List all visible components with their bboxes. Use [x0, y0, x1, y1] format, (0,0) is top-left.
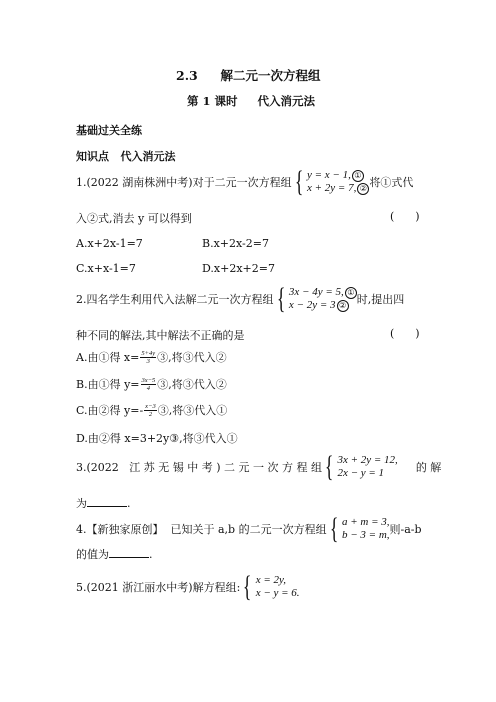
q4-eq2: b − 3 = m,	[341, 529, 390, 541]
q4-suffix: 则-a-b	[389, 523, 422, 536]
q3-line2-end: .	[127, 497, 131, 510]
q1-equation-system	[292, 165, 370, 198]
q2-prefix: 2.四名学生利用代入法解二元一次方程组	[76, 293, 274, 306]
q1-line2: 入②式,消去 y 可以得到	[76, 212, 192, 225]
q2-option-b-denominator: 4	[146, 384, 151, 392]
q1-eq1-mark: ①	[352, 170, 364, 182]
q2-eq1-mark: ①	[345, 287, 357, 299]
q2-eq2-mark: ②	[337, 300, 349, 312]
q1-prefix: 1.(2022 湖南株洲中考)对于二元一次方程组	[76, 176, 292, 189]
q3-brace: {	[324, 450, 334, 483]
q4-equation-system	[327, 512, 390, 545]
q2-option-c-denominator: 2	[148, 410, 153, 418]
q5-equation-system	[240, 570, 300, 603]
q2-option-b-fraction	[141, 377, 157, 392]
q2-option-c	[76, 402, 227, 418]
section-heading	[176, 66, 320, 84]
q2-suffix: 时,提出四	[356, 293, 405, 306]
q2-option-b-text: B.由①得 y=	[76, 378, 140, 391]
q1-suffix: 将①式代	[369, 176, 414, 189]
q5-eq1: x = 2y,	[255, 574, 287, 586]
q4-brace: {	[329, 512, 339, 545]
lesson-label: 第 1 课时	[187, 94, 238, 108]
q4-prefix: 4.【新独家原创】 已知关于 a,b 的二元一次方程组	[76, 523, 327, 536]
q2-option-c-numerator: x−3	[145, 402, 156, 410]
q2-brace: {	[276, 282, 286, 315]
q4-line2-end: .	[149, 548, 153, 561]
q4-line2-text: 的值为	[76, 548, 109, 561]
q2-option-a-fraction	[140, 350, 156, 365]
q2-option-c-rest: ③,将③代入①	[157, 404, 228, 417]
q2-line2: 种不同的解法,其中解法不正确的是	[76, 329, 245, 342]
question-5-line1	[76, 570, 300, 603]
q2-option-b	[76, 376, 227, 392]
section-number: 2.3	[176, 68, 198, 83]
q2-option-b-numerator: 3x−5	[141, 376, 156, 384]
q2-option-a-rest: ③,将③代入②	[157, 351, 227, 364]
q4-eq1: a + m = 3,	[341, 516, 390, 528]
q3-eq1: 3x + 2y = 12,	[337, 454, 398, 466]
part-heading: 基础过关全练	[76, 124, 142, 137]
question-2-line1	[76, 282, 405, 315]
q2-option-a-numerator: 5+4y	[141, 349, 156, 357]
question-4-line1	[76, 512, 422, 545]
q1-eq2: x + 2y = 7,	[306, 182, 357, 194]
lesson-heading	[187, 93, 315, 109]
q1-eq1: y = x − 1,	[306, 169, 351, 181]
q2-option-a	[76, 349, 227, 365]
section-title: 解二元一次方程组	[220, 68, 321, 83]
q2-option-c-fraction	[144, 403, 157, 418]
q1-option-b: B.x+2x-2=7	[202, 237, 269, 250]
q3-line2	[76, 495, 131, 511]
q1-option-c: C.x+x-1=7	[76, 262, 136, 275]
q3-prefix: 3.(2022 江 苏 无 锡 中 考 ) 二 元 一 次 方 程 组	[76, 461, 323, 474]
knowledge-point-heading: 知识点 代入消元法	[76, 150, 176, 163]
q1-option-a: A.x+2x-1=7	[76, 237, 143, 250]
q2-option-a-denominator: 3	[146, 357, 150, 365]
lesson-title: 代入消元法	[257, 94, 316, 108]
question-3-line1	[76, 450, 442, 483]
q2-option-c-text: C.由②得 y=-	[76, 404, 144, 417]
q3-suffix: 的 解	[415, 461, 442, 474]
q3-equation-system	[322, 450, 398, 483]
q3-answer-blank[interactable]	[87, 496, 127, 507]
q2-option-b-rest: ③,将③代入②	[157, 378, 227, 391]
q1-answer-paren: ( )	[390, 210, 420, 223]
q2-option-a-text: A.由①得 x=	[76, 351, 140, 364]
q2-eq1: 3x − 4y = 5,	[288, 286, 344, 298]
q5-brace: {	[243, 570, 252, 603]
q2-option-d: D.由②得 x=3+2y③,将③代入①	[76, 432, 238, 445]
q4-answer-blank[interactable]	[109, 547, 149, 558]
q5-prefix: 5.(2021 浙江丽水中考)解方程组:	[76, 581, 241, 594]
q1-option-d: D.x+2x+2=7	[202, 262, 275, 275]
q5-eq2: x − y = 6.	[255, 587, 300, 599]
q1-eq2-mark: ②	[357, 183, 369, 195]
q1-brace: {	[294, 165, 304, 198]
q2-eq2: x − 2y = 3	[288, 299, 336, 311]
q2-answer-paren: ( )	[390, 327, 420, 340]
q3-eq2: 2x − y = 1	[337, 467, 385, 479]
question-1-line1	[76, 165, 414, 198]
q3-line2-text: 为	[76, 497, 87, 510]
q2-equation-system	[274, 282, 357, 315]
q4-line2	[76, 546, 153, 562]
